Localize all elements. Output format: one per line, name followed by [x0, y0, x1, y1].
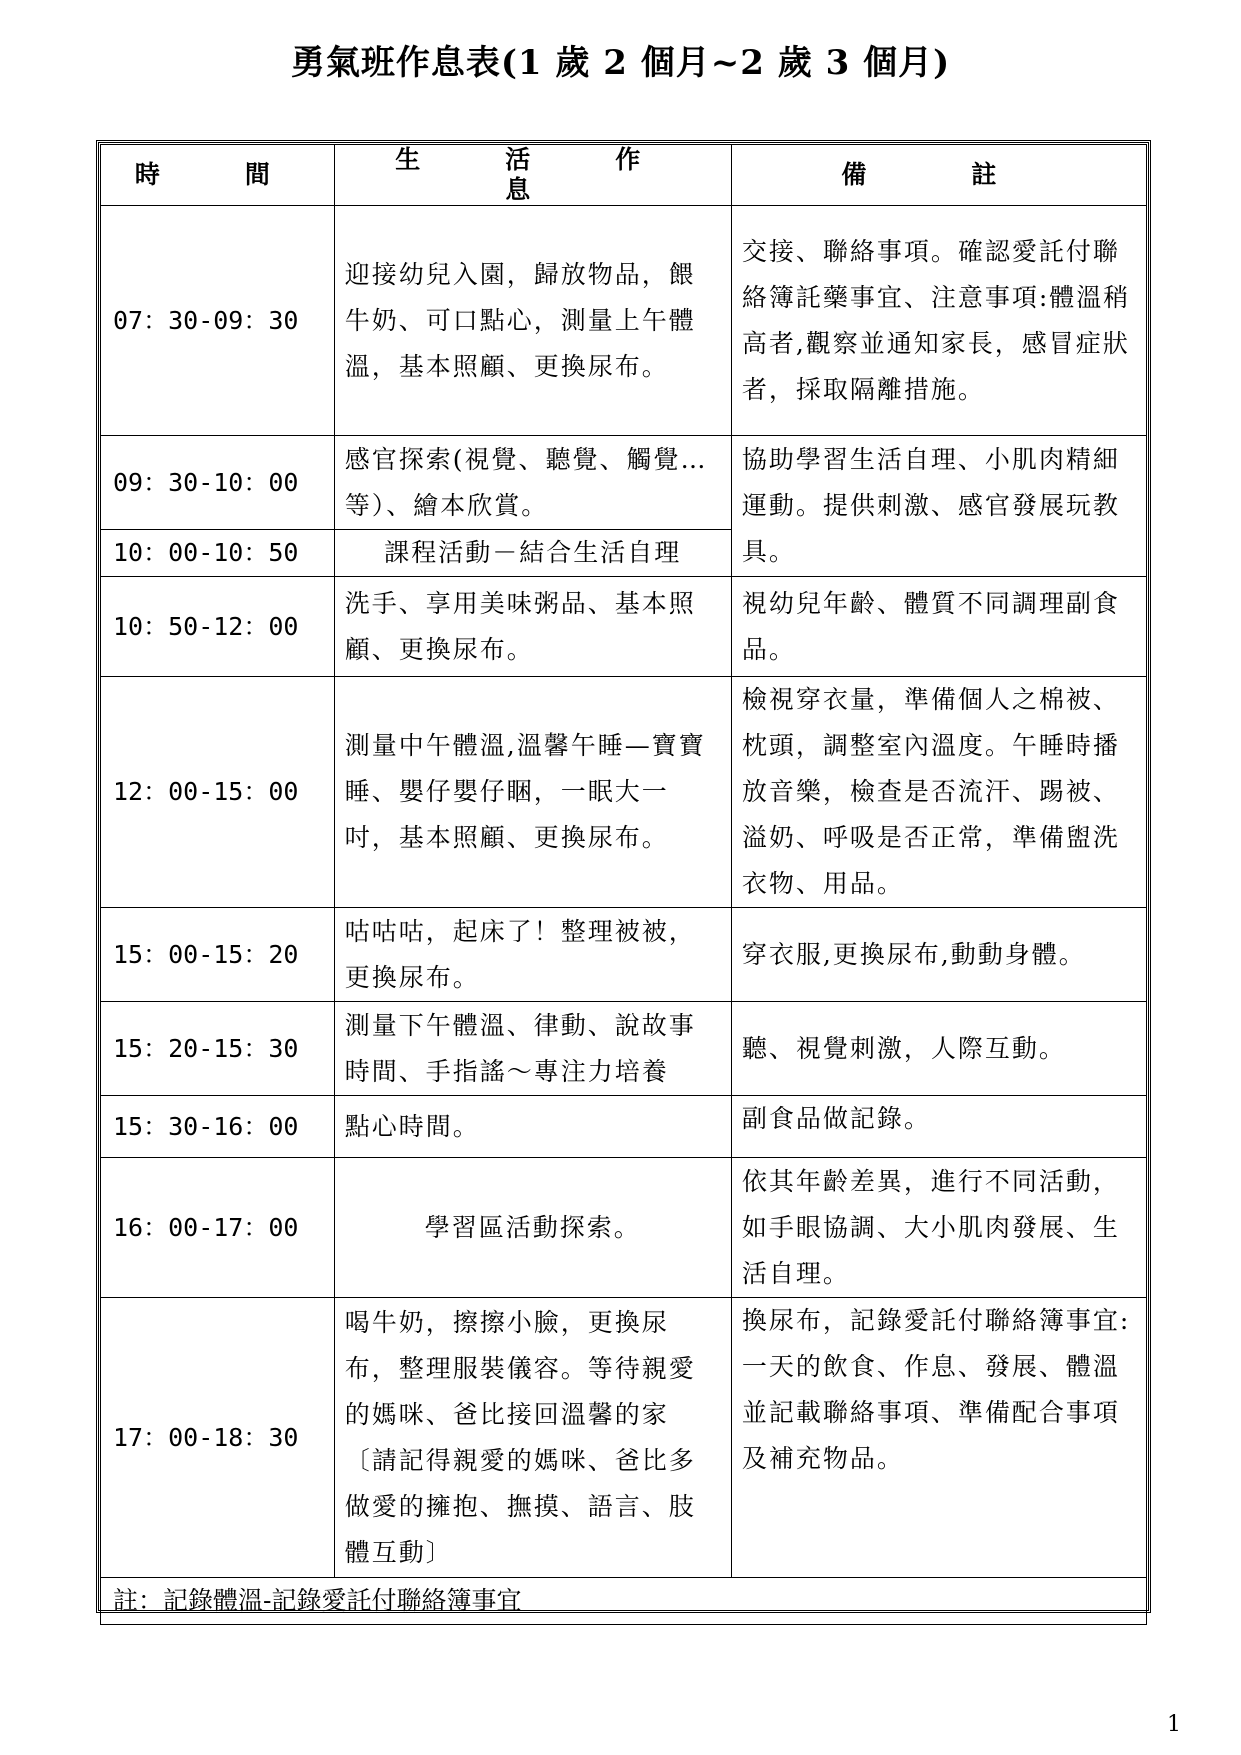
row-activity: 洗手、享用美味粥品、基本照顧、更換尿布。 — [334, 577, 731, 677]
row-activity: 測量下午體溫、律動、說故事時間、手指謠～專注力培養 — [334, 1002, 731, 1096]
row-activity: 學習區活動探索。 — [334, 1158, 731, 1298]
table-row — [101, 436, 1147, 530]
row-time: 10：00-10：50 — [101, 530, 335, 577]
row-time: 09：30-10：00 — [101, 436, 335, 530]
row-time: 12：00-15：00 — [101, 677, 335, 908]
header-activity: 生 活 作 息 — [334, 145, 731, 206]
page-title: 勇氣班作息表(1 歲 2 個月~2 歲 3 個月) — [290, 43, 951, 83]
row-activity: 測量中午體溫,溫馨午睡—寶寶睡、嬰仔嬰仔睏，一眠大一吋，基本照顧、更換尿布。 — [334, 677, 731, 908]
row-activity: 咕咕咕，起床了！整理被被，更換尿布。 — [334, 908, 731, 1002]
row-time: 07：30-09：30 — [101, 206, 335, 436]
table-row — [101, 677, 1147, 908]
row-activity: 點心時間。 — [334, 1096, 731, 1158]
row-time: 17：00-18：30 — [101, 1298, 335, 1578]
footer-note: 註：記錄體溫-記錄愛託付聯絡簿事宜 — [101, 1578, 1147, 1625]
row-activity: 感官探索(視覺、聽覺、觸覺…等）、繪本欣賞。 — [334, 436, 731, 530]
row-time: 16：00-17：00 — [101, 1158, 335, 1298]
table-row — [101, 1158, 1147, 1298]
row-notes: 依其年齡差異，進行不同活動，如手眼協調、大小肌肉發展、生活自理。 — [731, 1158, 1146, 1298]
row-time: 15：20-15：30 — [101, 1002, 335, 1096]
row-activity: 喝牛奶，擦擦小臉，更換尿布，整理服裝儀容。等待親愛的媽咪、爸比接回溫馨的家〔請記得親愛的媽咪、爸比多做愛的擁抱、撫摸、語言、肢體互動〕 — [334, 1298, 731, 1578]
row-notes: 協助學習生活自理、小肌肉精細運動。提供刺激、感官發展玩教具。 — [731, 436, 1146, 577]
row-notes: 換尿布，記錄愛託付聯絡簿事宜:一天的飲食、作息、發展、體溫並記載聯絡事項、準備配合事項及補充物品。 — [731, 1298, 1146, 1578]
row-activity: 課程活動－結合生活自理 — [334, 530, 731, 577]
row-notes: 聽、視覺刺激，人際互動。 — [731, 1002, 1146, 1096]
table-row — [101, 206, 1147, 436]
table-header-row — [101, 145, 1147, 206]
table-row — [101, 1002, 1147, 1096]
header-notes: 備 註 — [731, 145, 1146, 206]
row-notes: 穿衣服,更換尿布,動動身體。 — [731, 908, 1146, 1002]
table-row — [101, 1298, 1147, 1578]
row-notes: 視幼兒年齡、體質不同調理副食品。 — [731, 577, 1146, 677]
row-notes: 副食品做記錄。 — [731, 1096, 1146, 1158]
header-time: 時 間 — [101, 145, 335, 206]
row-time: 10：50-12：00 — [101, 577, 335, 677]
schedule-table — [100, 144, 1147, 1625]
table-row — [101, 908, 1147, 1002]
row-time: 15：00-15：20 — [101, 908, 335, 1002]
schedule-table-frame — [96, 140, 1151, 1613]
row-activity: 迎接幼兒入園，歸放物品，餵牛奶、可口點心，測量上午體溫，基本照顧、更換尿布。 — [334, 206, 731, 436]
table-row — [101, 1096, 1147, 1158]
row-notes: 檢視穿衣量，準備個人之棉被、枕頭，調整室內溫度。午睡時播放音樂，檢查是否流汗、踢被、溢奶、呼吸是否正常，準備盥洗衣物、用品。 — [731, 677, 1146, 908]
table-footer-row — [101, 1578, 1147, 1625]
table-row — [101, 577, 1147, 677]
row-notes: 交接、聯絡事項。確認愛託付聯絡簿託藥事宜、注意事項:體溫稍高者,觀察並通知家長，感冒症狀者，採取隔離措施。 — [731, 206, 1146, 436]
page-number: 1 — [1167, 1712, 1181, 1737]
row-time: 15：30-16：00 — [101, 1096, 335, 1158]
